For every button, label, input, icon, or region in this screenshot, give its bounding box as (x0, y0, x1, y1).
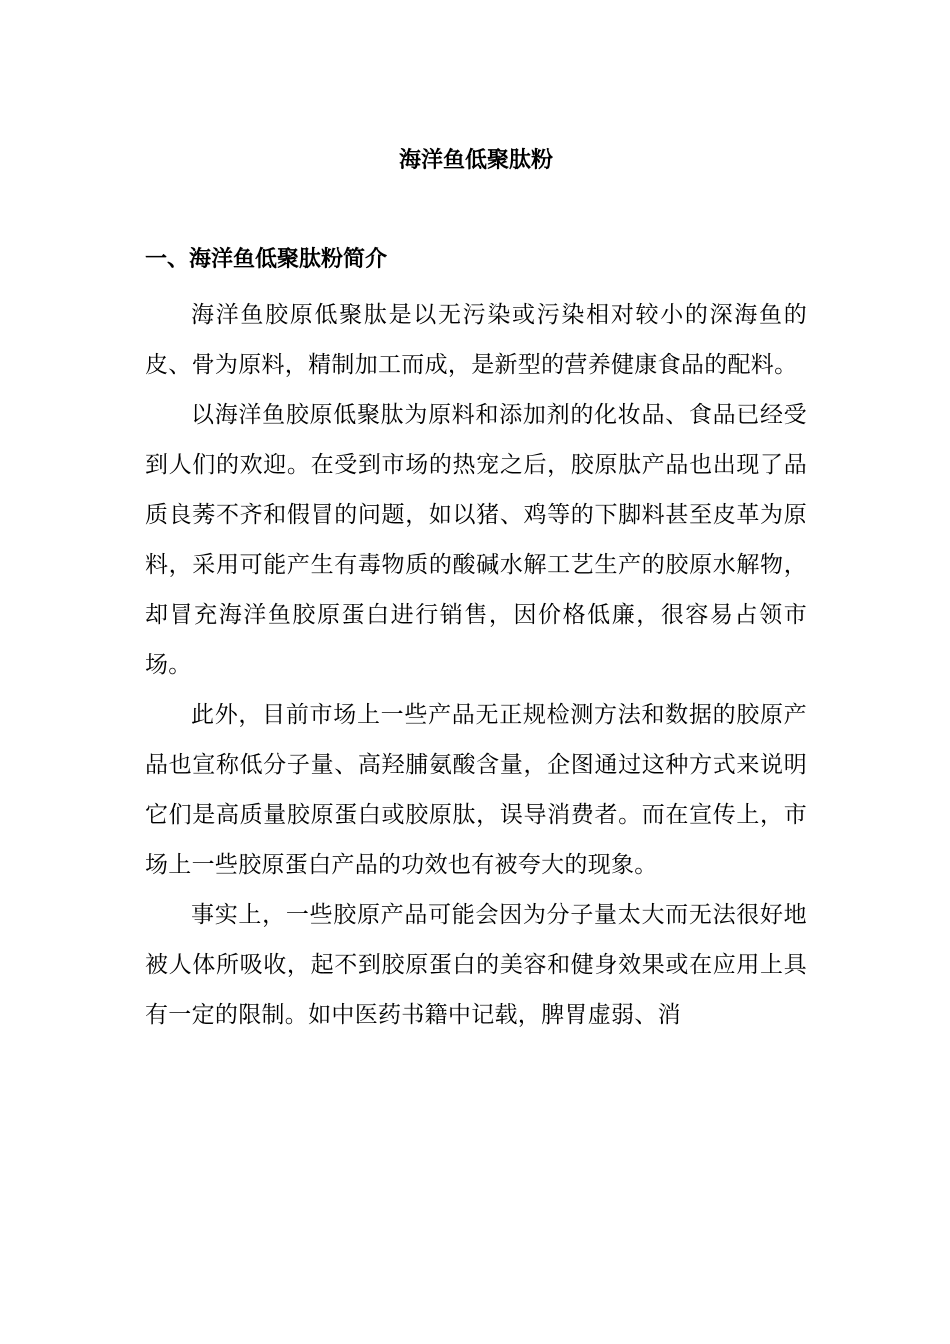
paragraph-3: 此外，目前市场上一些产品无正规检测方法和数据的胶原产品也宣称低分子量、高羟脯氨酸含量，企图通过这种方式来说明它们是高质量胶原蛋白或胶原肽，误导消费者。而在宣传上，市场上一些胶原蛋白产品的功效也有被夸大的现象。 (145, 702, 807, 878)
paragraph-4: 事实上，一些胶原产品可能会因为分子量太大而无法很好地被人体所吸收，起不到胶原蛋白的美容和健身效果或在应用上具有一定的限制。如中医药书籍中记载，脾胃虚弱、消 (145, 902, 807, 1028)
body-text (145, 290, 807, 1040)
paragraph-1: 海洋鱼胶原低聚肽是以无污染或污染相对较小的深海鱼的皮、骨为原料，精制加工而成，是新型的营养健康食品的配料。 (145, 302, 807, 378)
paragraph-2: 以海洋鱼胶原低聚肽为原料和添加剂的化妆品、食品已经受到人们的欢迎。在受到市场的热宠之后，胶原肽产品也出现了品质良莠不齐和假冒的问题，如以猪、鸡等的下脚料甚至皮革为原料，采用可能产生有毒物质的酸碱水解工艺生产的胶原水解物，却冒充海洋鱼胶原蛋白进行销售，因价格低廉，很容易占领市场。 (145, 402, 807, 678)
document-title: 海洋鱼低聚肽粉 (398, 147, 553, 173)
section-heading: 一、海洋鱼低聚肽粉简介 (145, 246, 388, 272)
